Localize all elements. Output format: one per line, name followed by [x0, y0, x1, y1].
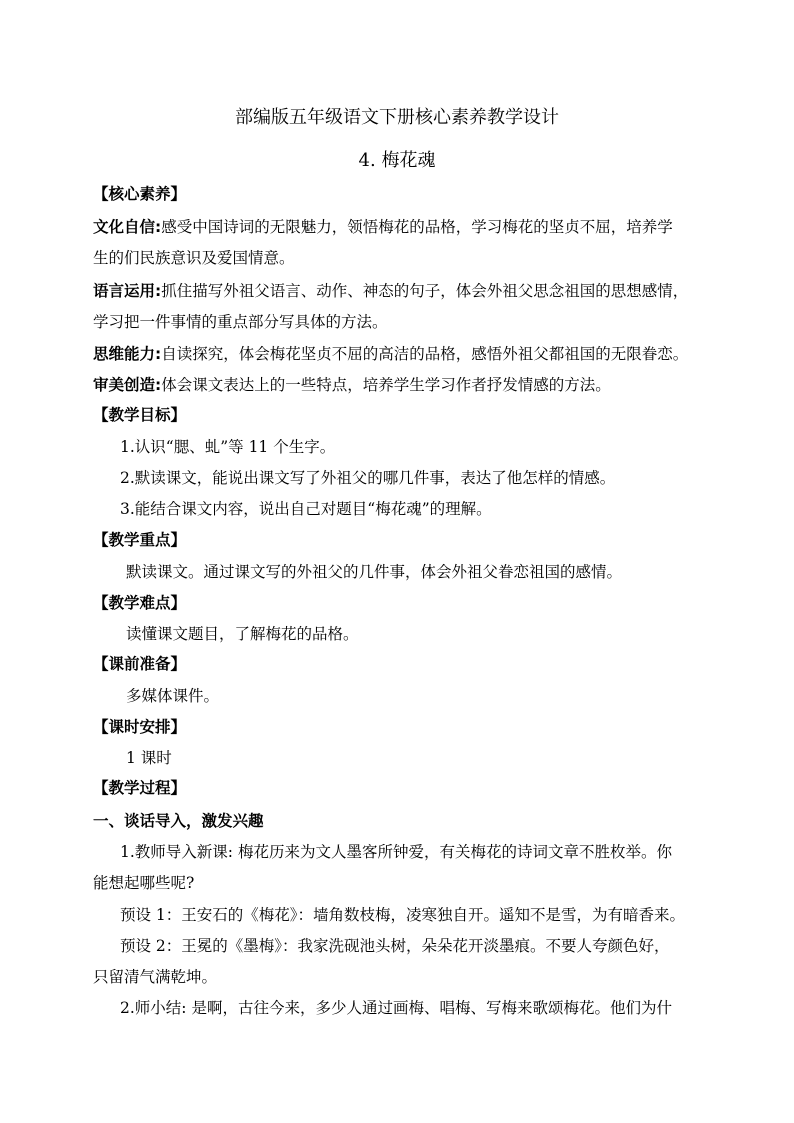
preset-2-line-1: 预设 2：王冕的《墨梅》：我家洗砚池头树，朵朵花开淡墨痕。不要人夸颜色好， — [120, 937, 670, 955]
paragraph-2-line-1: 2.师小结: 是啊，古往今来，多少人通过画梅、唱梅、写梅来歌颂梅花。他们为什 — [120, 999, 672, 1017]
goal-item-1: 1.认识“腮、虬”等 11 个生字。 — [120, 438, 336, 456]
core-text-2: 生的们民族意识及爱国情意。 — [93, 249, 295, 267]
core-label-3: 语言运用: — [93, 282, 162, 300]
core-label-5: 思维能力: — [93, 345, 162, 363]
difficulty-text: 读懂课文题目，了解梅花的品格。 — [126, 625, 359, 643]
core-text-6: 体会课文表达上的一些特点，培养学生学习作者抒发情感的方法。 — [161, 376, 611, 394]
paragraph-1-line-2: 能想起哪些呢? — [93, 874, 195, 892]
goal-item-2: 2.默读课文，能说出课文写了外祖父的哪几件事，表达了他怎样的情感。 — [120, 469, 616, 487]
core-text-3: 抓住描写外祖父语言、动作、神态的句子，体会外祖父思念祖国的思想感情， — [161, 282, 689, 300]
core-line-6 — [93, 375, 713, 395]
core-line-4 — [93, 312, 713, 332]
core-label-6: 审美创造: — [93, 376, 162, 394]
core-text-4: 学习把一件事情的重点部分写具体的方法。 — [93, 313, 388, 331]
core-text-5: 自读探究，体会梅花坚贞不屈的高洁的品格，感悟外祖父都祖国的无限眷恋。 — [161, 345, 689, 363]
core-line-5 — [93, 344, 713, 364]
schedule-text: 1 课时 — [126, 749, 172, 767]
key-text: 默读课文。通过课文写的外祖父的几件事，体会外祖父眷恋祖国的感情。 — [126, 563, 623, 581]
process-heading: 【教学过程】 — [93, 779, 187, 797]
preset-1: 预设 1：王安石的《梅花》：墙角数枝梅，凌寒独自开。遥知不是雪，为有暗香来。 — [120, 906, 686, 924]
paragraph-1-line-1: 1.教师导入新课: 梅花历来为文人墨客所钟爱，有关梅花的诗词文章不胜枚举。你 — [120, 843, 672, 861]
core-text-1: 感受中国诗词的无限魅力，领悟梅花的品格，学习梅花的坚贞不屈，培养学 — [161, 218, 673, 236]
prep-heading: 【课前准备】 — [93, 655, 187, 673]
goal-item-3: 3.能结合课文内容，说出自己对题目“梅花魂”的理解。 — [120, 500, 492, 518]
schedule-heading: 【课时安排】 — [93, 718, 187, 736]
key-heading: 【教学重点】 — [93, 531, 187, 549]
prep-text: 多媒体课件。 — [126, 687, 220, 705]
difficulty-heading: 【教学难点】 — [93, 594, 187, 612]
goals-heading: 【教学目标】 — [93, 406, 187, 424]
core-line-3 — [93, 281, 713, 301]
core-heading: 【核心素养】 — [93, 185, 187, 203]
page-title: 部编版五年级语文下册核心素养教学设计 — [235, 107, 559, 128]
section-1-heading: 一、谈话导入，激发兴趣 — [93, 812, 264, 830]
preset-2-line-2: 只留清气满乾坤。 — [93, 968, 218, 986]
core-line-1 — [93, 217, 713, 237]
core-label-1: 文化自信: — [93, 218, 162, 236]
core-line-2 — [93, 248, 713, 268]
lesson-title: 4. 梅花魂 — [358, 150, 436, 171]
